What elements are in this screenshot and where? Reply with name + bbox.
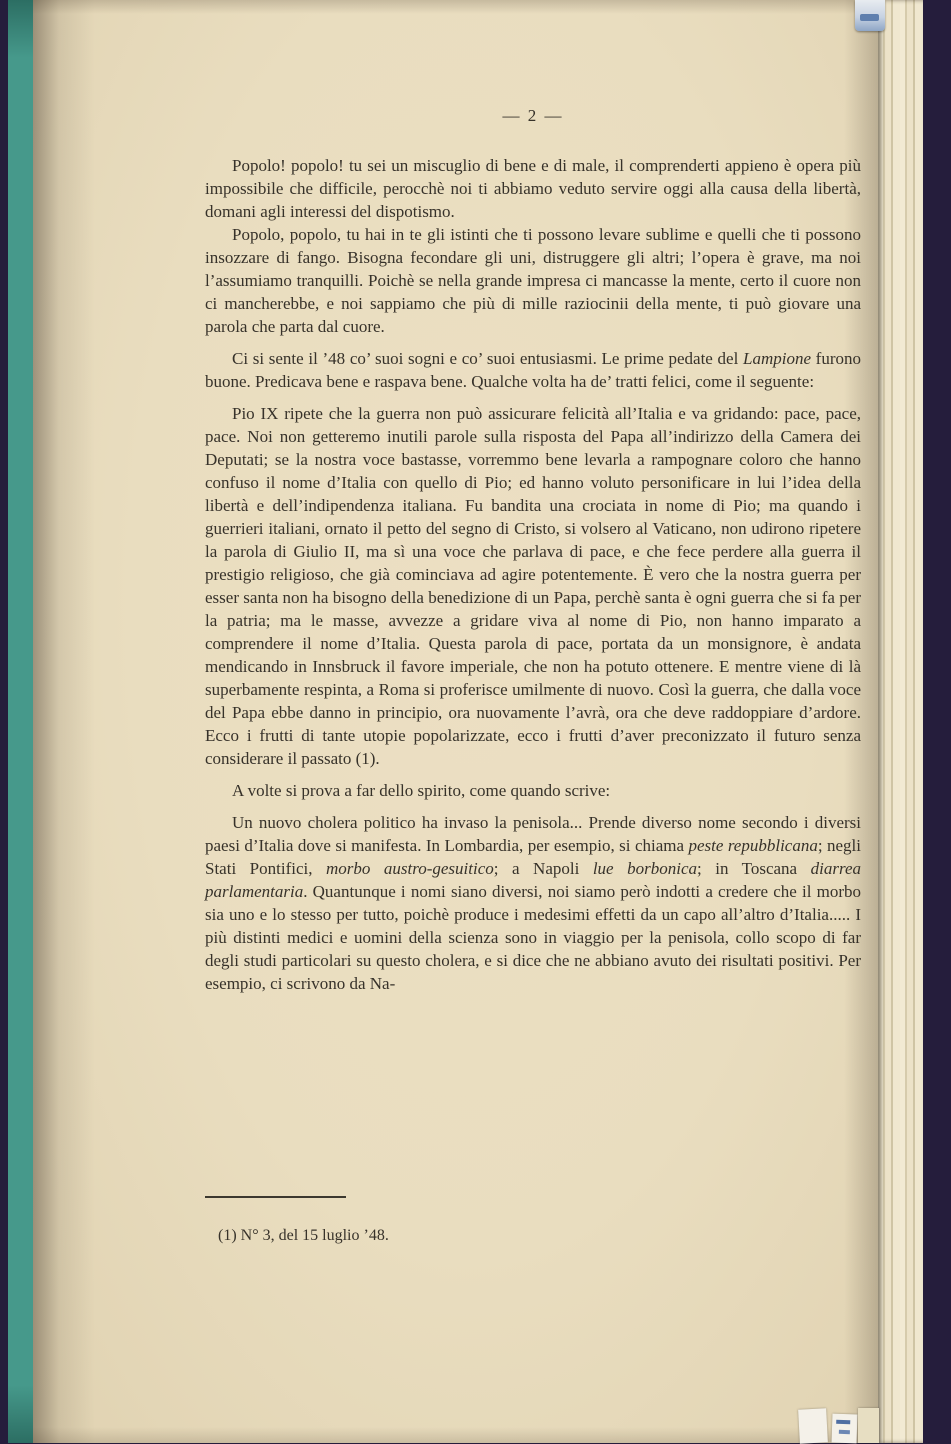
paper-scrap xyxy=(832,1414,858,1444)
text-segment: . Quantunque i nomi siano diversi, noi siamo però indotti a credere che il morbo sia uno e lo stesso per tutto, poichè produce i medesimi effetti da un capo all’altro d’Italia..... I più distinti medici e uomini della scienza sono in viaggio per la penisola, collo scopo di far degli studi particolari su questo cholera, e si dice che ne abbiano avuto dei risultati positivi. Per esempio, ci scrivono da Na- xyxy=(205,882,861,993)
paragraph xyxy=(205,347,861,393)
book-cover-edge xyxy=(8,0,33,1443)
page-edges-stack xyxy=(878,0,923,1443)
emphasized-text-segment: Lampione xyxy=(742,349,811,368)
paragraph xyxy=(205,223,861,338)
text-segment: Popolo, popolo, tu hai in te gli istinti che ti possono levare sublime e quelli che ti possono insozzare di fango. Bisogna fecondare gli uni, distruggere gli altri; l’opera è grave, ma noi l’assumiamo tranquilli. Poichè se nella grande impresa ci mancasse la mente, certo il cuore non ci mancherebbe, e noi sappiamo che più di mille raziocinii della mente, ti può giovare una parola che parta dal cuore. xyxy=(205,225,861,336)
paper-scrap xyxy=(798,1408,828,1443)
paragraph xyxy=(205,154,861,223)
text-segment: ; a Napoli xyxy=(493,859,593,878)
paragraph xyxy=(205,779,861,802)
book-page xyxy=(33,0,878,1443)
emphasized-text-segment: diarrea parlamentaria xyxy=(205,859,861,901)
emphasized-text-segment: morbo austro-gesuitico xyxy=(326,859,494,878)
text-segment: furono buone. Predicava bene e raspava bene. Qualche volta ha de’ tratti felici, come il seguente: xyxy=(205,349,861,391)
bookmark-tab-icon xyxy=(855,0,885,31)
paragraph xyxy=(205,402,861,770)
emphasized-text-segment: lue borbonica xyxy=(592,859,697,878)
text-segment: ; in Toscana xyxy=(697,859,811,878)
page-number: — 2 — xyxy=(502,106,564,125)
text-segment: Un nuovo cholera politico ha invaso la penisola... Prende diverso nome secondo i diversi paesi d’Italia dove si manifesta. In Lombardia, per esempio, si chiama xyxy=(205,813,861,855)
paragraph xyxy=(205,811,861,995)
emphasized-text-segment: peste repubblicana xyxy=(688,836,818,855)
page-text-column xyxy=(205,104,861,995)
text-segment: Pio IX ripete che la guerra non può assicurare felicità all’Italia e va gridando: pace, pace, pace. Noi non getteremo inutili parole sulla risposta del Papa all’indirizzo della Camera dei Deputati; se la nostra voce bastasse, vorremmo bene levarla a rampognare coloro che hanno confuso il nome d’Italia con quello di Pio; ed hanno voluto personificare in lui l’idea della libertà e dell’indipendenza italiana. Fu bandita una crociata in nome di Pio; ma quando i guerrieri italiani, ornato il petto del segno di Cristo, si volsero al Vaticano, non udirono ripetere la parola di Giulio II, ma sì una voce che parlava di pace, e che fece perdere alla guerra il prestigio religioso, che già cominciava ad agire potentemente. È vero che la nostra guerra per esser santa non ha bisogno della benedizione di un Papa, perchè santa è ogni guerra che si fa per la patria; ma le masse, avvezze a gridare viva al nome di Pio, non hanno imparato a comprendere il nome d’Italia. Questa parola di pace, portata da un monsignore, è andata mendicando in Innsbruck il favore imperiale, che non ha potuto ottenere. E mentre viene di là superbamente respinta, a Roma si proferisce umilmente di nuovo. Così la guerra, che dalla voce del Papa ebbe danno in principio, ora nuovamente l’avrà, ora che deve raddoppiare d’ardore. Ecco i frutti di tante utopie popolarizzate, ecco i frutti d’aver preconizzato il futuro senza considerare il passato (1). xyxy=(205,404,861,768)
text-segment: A volte si prova a far dello spirito, come quando scrive: xyxy=(232,781,611,800)
text-segment: Popolo! popolo! tu sei un miscuglio di bene e di male, il comprenderti appieno è opera più impossibile che difficile, perocchè noi ti abbiamo veduto servire oggi alla causa della libertà, domani agli interessi del dispotismo. xyxy=(205,156,861,221)
paragraphs-container xyxy=(205,154,861,995)
text-segment: Ci si sente il ’48 co’ suoi sogni e co’ suoi entusiasmi. Le prime pedate del xyxy=(232,349,743,368)
paper-scrap xyxy=(858,1408,879,1443)
footnote-text: (1) N° 3, del 15 luglio ’48. xyxy=(218,1227,389,1244)
footnote-divider xyxy=(205,1196,346,1198)
text-segment: ; negli Stati Pontifici, xyxy=(205,836,862,878)
